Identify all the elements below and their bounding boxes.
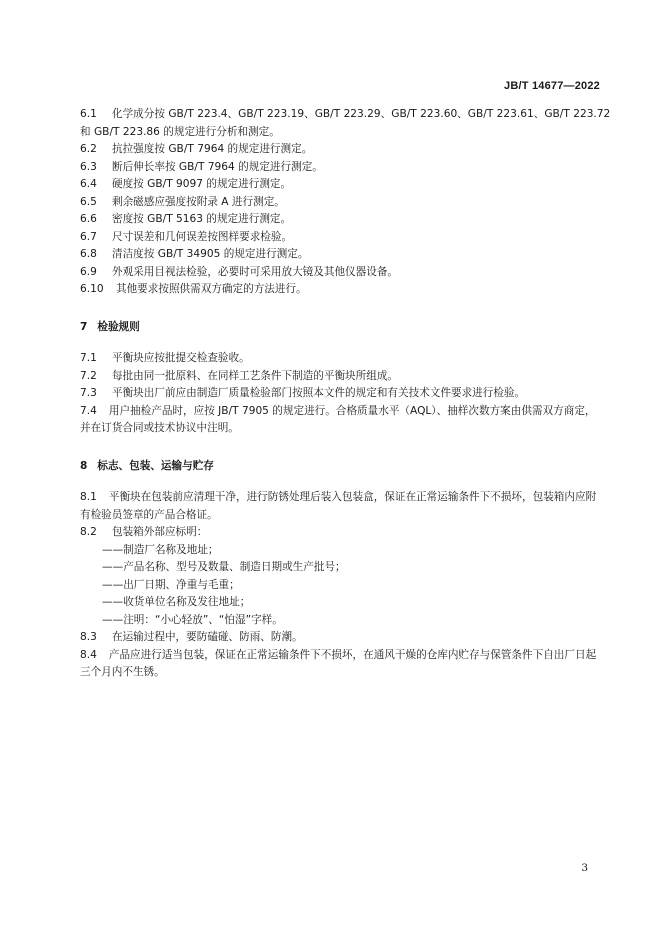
clause-number: 7.1: [80, 352, 97, 364]
section-number: 8: [80, 459, 88, 472]
clause-text: 其他要求按照供需双方确定的方法进行。: [116, 283, 307, 295]
section-number: 7: [80, 320, 88, 333]
clause-number: 6.2: [80, 143, 97, 155]
clause-number: 6.4: [80, 178, 97, 190]
clause-text: 平衡块应按批提交检查验收。: [112, 352, 250, 364]
clause-number: 8.2: [80, 526, 97, 538]
clause-text: 平衡块出厂前应由制造厂质量检验部门按照本文件的规定和有关技术文件要求进行检验。: [112, 387, 526, 399]
clause-7-4: [80, 403, 600, 438]
clause-text: 断后伸长率按 GB/T 7964 的规定进行测定。: [112, 160, 323, 173]
clause-8-3: [80, 629, 600, 647]
clause-6-8: [80, 246, 600, 264]
clause-number: 6.5: [80, 195, 97, 208]
clause-7-2: [80, 368, 600, 386]
clause-6-5: [80, 194, 600, 212]
clause-text: 每批由同一批原料、在同样工艺条件下制造的平衡块所组成。: [112, 369, 399, 382]
standard-code: JB/T 14677—2022: [504, 80, 600, 92]
section-heading-8: [80, 458, 600, 476]
clause-6-2: [80, 141, 600, 159]
clause-number: 6.3: [80, 160, 97, 173]
clause-6-4: [80, 176, 600, 194]
clause-text: 用户抽检产品时，应按 JB/T 7905 的规定进行。合格质量水平（AQL）、抽样次数方案由供需双方商定，并在订货合同或技术协议中注明。: [80, 404, 596, 434]
clause-8-4: [80, 647, 600, 682]
clause-number: 6.7: [80, 230, 97, 243]
section-title: 检验规则: [97, 320, 140, 333]
clause-6-3: [80, 159, 600, 177]
list-item: ——制造厂名称及地址；: [102, 543, 219, 556]
clause-8-1: [80, 489, 600, 524]
clause-number: 7.2: [80, 369, 97, 382]
clause-number: 8.4: [80, 648, 97, 661]
list-item: ——收货单位名称及发往地址；: [102, 596, 251, 608]
clause-text: 尺寸误差和几何误差按图样要求检验。: [112, 230, 293, 243]
clause-7-3: [80, 385, 600, 403]
clause-text: 剩余磁感应强度按附录 A 进行测定。: [112, 195, 285, 208]
clause-text: 外观采用目视法检验，必要时可采用放大镜及其他仪器设备。: [112, 265, 399, 278]
clause-6-9: [80, 264, 600, 282]
clause-text: 在运输过程中，要防磕碰、防雨、防潮。: [112, 631, 303, 643]
clause-text: 产品应进行适当包装，保证在正常运输条件下不损坏，在通风干燥的仓库内贮存与保管条件下自出厂日起三个月内不生锈。: [80, 648, 597, 678]
clause-text-continued: 和 GB/T 223.86 的规定进行分析和测定。: [80, 125, 280, 138]
section-heading-7: [80, 319, 600, 337]
clause-number: 6.8: [80, 248, 97, 260]
clause-6-1: [80, 106, 611, 141]
clause-7-1: [80, 350, 600, 368]
section-title: 标志、包装、运输与贮存: [97, 459, 214, 472]
clause-text: 硬度按 GB/T 9097 的规定进行测定。: [112, 178, 292, 190]
clause-number: 8.3: [80, 631, 97, 643]
clause-8-2: [80, 524, 600, 542]
clause-number: 6.6: [80, 213, 97, 225]
page-number: 3: [581, 862, 588, 874]
clause-number: 7.4: [80, 404, 97, 417]
clause-text: 密度按 GB/T 5163 的规定进行测定。: [112, 213, 292, 225]
clause-text: 平衡块在包装前应清理干净，进行防锈处理后装入包装盒，保证在正常运输条件下不损坏，包装箱内应附有检验员签章的产品合格证。: [80, 491, 597, 521]
clause-number: 6.1: [80, 108, 97, 120]
clause-number: 6.10: [80, 283, 104, 295]
clause-text: 抗拉强度按 GB/T 7964 的规定进行测定。: [112, 143, 313, 155]
list-item: ——注明：“小心轻放”、“怕湿”字样。: [102, 613, 283, 626]
clause-6-6: [80, 211, 600, 229]
clause-text: 化学成分按 GB/T 223.4、GB/T 223.19、GB/T 223.29、GB/T 223.60、GB/T 223.61、GB/T 223.72: [112, 108, 611, 120]
clause-6-7: [80, 229, 600, 247]
clause-6-10: [80, 281, 600, 299]
clause-number: 8.1: [80, 491, 97, 503]
clause-number: 7.3: [80, 387, 97, 399]
list-item: ——产品名称、型号及数量、制造日期或生产批号；: [102, 561, 346, 573]
list-item: ——出厂日期、净重与毛重；: [102, 578, 240, 591]
clause-text: 清洁度按 GB/T 34905 的规定进行测定。: [112, 248, 309, 260]
clause-text: 包装箱外部应标明：: [112, 526, 208, 538]
clause-number: 6.9: [80, 265, 97, 278]
document-body: [80, 106, 611, 682]
